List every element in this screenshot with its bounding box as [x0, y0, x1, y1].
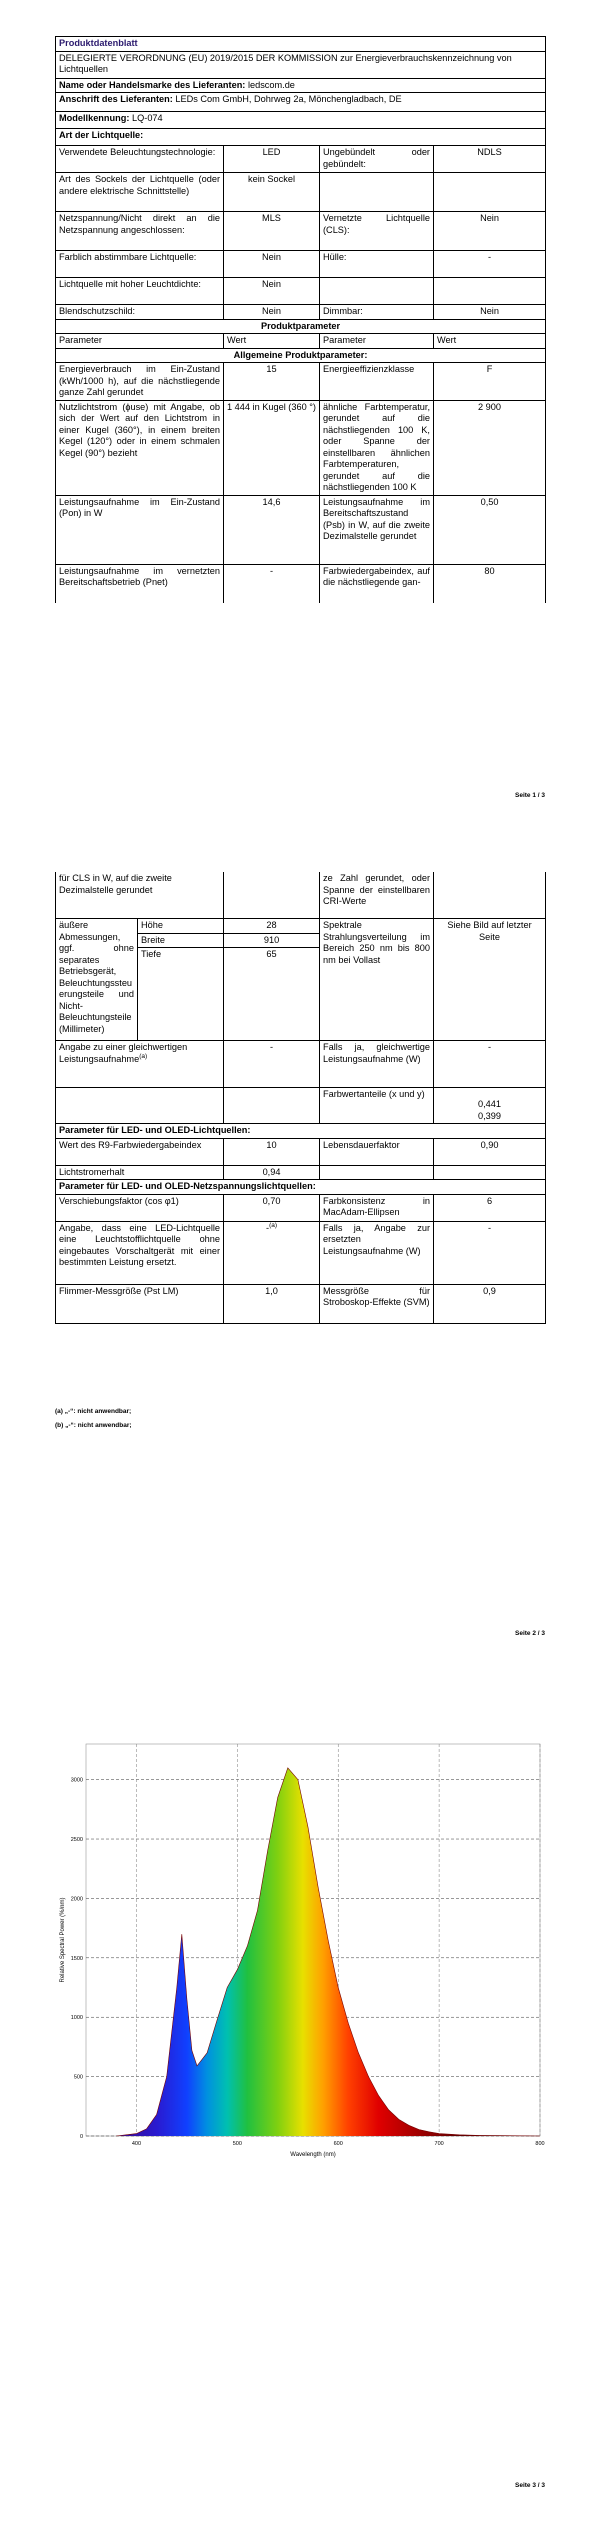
power-on-label: Leistungsaufnahme im Ein-Zustand (Pon) in W [56, 495, 224, 564]
table-row [56, 173, 546, 212]
dims-label: äußere Abmessungen, ggf. ohne separates Betriebsgerät, Beleuchtungssteuerungsteile und Nicht-Beleuchtungsteile (Millimeter) [56, 919, 138, 1041]
x-tick-label: 700 [434, 2141, 444, 2147]
row-label: Blendschutzschild: [56, 305, 224, 320]
page-2 [0, 842, 595, 1682]
y-tick-label: 1000 [70, 2015, 83, 2022]
equiv-value: - [224, 1041, 320, 1088]
chroma-value [434, 1088, 546, 1124]
supplier-name: ledscom.de [247, 79, 295, 90]
table-row [56, 251, 546, 278]
row-label: Ungebündelt oder gebündelt: [320, 146, 434, 173]
row-value [434, 278, 546, 305]
cct-value: 2 900 [434, 400, 546, 495]
page-3 [0, 1684, 595, 2526]
replace-label [56, 1221, 224, 1284]
footnote-b: (b) „-“: nicht anwendbar; [55, 1422, 132, 1429]
table-row [56, 1088, 546, 1124]
page-footer: Seite 2 / 3 [515, 1630, 545, 1637]
row-value: - [434, 251, 546, 278]
energy-value: 15 [224, 363, 320, 401]
height-value: 28 [224, 919, 320, 934]
x-tick-label: 500 [232, 2141, 242, 2147]
width-value: 910 [224, 933, 320, 948]
footnote-marker: (a) [269, 1221, 278, 1229]
page-title: Produktdatenblatt [56, 37, 546, 52]
table-row [56, 1284, 546, 1323]
table-row [56, 1221, 546, 1284]
row-value: Nein [434, 305, 546, 320]
page-footer: Seite 1 / 3 [515, 792, 545, 799]
width-label: Breite [138, 933, 224, 948]
flux-label: Nutzlichtstrom (ɸuse) mit Angabe, ob sich der Wert auf den Lichtstrom in einer Kugel (360°), in einem breiten Kegel (120°) oder in einem schmalen Kegel (90°) bezieht [56, 400, 224, 495]
strobo-value: 0,9 [434, 1284, 546, 1323]
net-standby-label-cont: für CLS in W, auf die zweite Dezimalstelle gerundet [56, 872, 224, 919]
lm-label: Lichtstromerhalt [56, 1165, 224, 1180]
col-header-value: Wert [224, 334, 320, 349]
r9-label: Wert des R9-Farbwiedergabeindex [56, 1138, 224, 1165]
replace-value-text: - [266, 1222, 270, 1233]
replace-label-text: Angabe, dass eine LED-Lichtquelle eine Leuchtstofflichtquelle ohne eingebautes Vorschaltgerät mit einer bestimmten Leistung ersetzt. [59, 1222, 221, 1267]
flux-value: 1 444 in Kugel (360 °) [224, 400, 320, 495]
model-label: Modellkennung: [59, 113, 130, 123]
row-label: Hülle: [320, 251, 434, 278]
page-footer: Seite 3 / 3 [515, 2482, 545, 2489]
row-value: Nein [434, 212, 546, 251]
footnote-a: (a) „-“: nicht anwendbar; [55, 1408, 132, 1415]
eff-class-value: F [434, 363, 546, 401]
led-params-heading: Parameter für LED- und OLED-Lichtquellen: [56, 1124, 546, 1139]
col-header-param: Parameter [320, 334, 434, 349]
row-label: Dimmbar: [320, 305, 434, 320]
chroma-y: 0,399 [478, 1110, 502, 1121]
y-tick-label: 2500 [70, 1837, 83, 1844]
pf-value: 0,70 [224, 1194, 320, 1221]
y-tick-label: 0 [79, 2134, 83, 2140]
table-row [56, 212, 546, 251]
row-value [434, 173, 546, 212]
spectral-value: Siehe Bild auf letzter Seite [434, 919, 546, 1041]
cct-label: ähnliche Farbtemperatur, gerundet auf die nächstliegenden 100 K, oder Spanne der einstellbaren ähnlichen Farbtemperaturen, gerundet auf die nächstliegenden 100 K [320, 400, 434, 495]
mains-params-heading: Parameter für LED- und OLED-Netzspannungslichtquellen: [56, 1180, 546, 1195]
table-row [56, 919, 546, 934]
table-row [56, 1165, 546, 1180]
standby-label: Leistungsaufnahme im Bereitschaftszustand (Psb) in W, auf die zweite Dezimalstelle gerundet [320, 495, 434, 564]
table-row [56, 872, 546, 919]
r9-value: 10 [224, 1138, 320, 1165]
y-tick-label: 3000 [70, 1777, 83, 1784]
supplier-name-row [56, 78, 546, 93]
row-value: kein Sockel [224, 173, 320, 212]
y-tick-label: 2000 [70, 1896, 83, 1903]
column-header-row [56, 334, 546, 349]
table-row [56, 1041, 546, 1088]
flicker-label: Flimmer-Messgröße (Pst LM) [56, 1284, 224, 1323]
footnote-marker: (a) [139, 1052, 148, 1060]
table-row [56, 400, 546, 495]
replace-value [224, 1221, 320, 1284]
energy-label: Energieverbrauch im Ein-Zustand (kWh/1000 h), auf die nächstliegende ganze Zahl gerundet [56, 363, 224, 401]
cri-label-cont: ze Zahl gerundet, oder Spanne der einstellbaren CRI-Werte [320, 872, 434, 919]
light-source-type-heading: Art der Lichtquelle: [56, 129, 546, 146]
row-value: Nein [224, 278, 320, 305]
net-standby-value: - [224, 564, 320, 603]
macadam-label: Farbkonsistenz in MacAdam-Ellipsen [320, 1194, 434, 1221]
x-tick-label: 400 [131, 2141, 142, 2147]
equiv-yes-label: Falls ja, gleichwertige Leistungsaufnahme (W) [320, 1041, 434, 1088]
footnotes [55, 1405, 132, 1433]
macadam-value: 6 [434, 1194, 546, 1221]
row-value: Nein [224, 305, 320, 320]
row-value: MLS [224, 212, 320, 251]
y-tick-label: 500 [73, 2074, 83, 2081]
general-params-heading: Allgemeine Produktparameter: [56, 348, 546, 363]
pf-label: Verschiebungsfaktor (cos φ1) [56, 1194, 224, 1221]
cri-label: Farbwiedergabeindex, auf die nächstliegende gan- [320, 564, 434, 603]
supplier-address-label: Anschrift des Lieferanten: [59, 94, 173, 104]
net-standby-label: Leistungsaufnahme im vernetzten Bereitschaftsbetrieb (Pnet) [56, 564, 224, 603]
spectral-label: Spektrale Strahlungsverteilung im Bereich 250 nm bis 800 nm bei Vollast [320, 919, 434, 1041]
table-row [56, 305, 546, 320]
col-header-value: Wert [434, 334, 546, 349]
x-tick-label: 600 [333, 2141, 343, 2147]
row-label: Art des Sockels der Lichtquelle (oder andere elektrische Schnittstelle) [56, 173, 224, 212]
row-value: NDLS [434, 146, 546, 173]
supplier-address-row [56, 93, 546, 112]
lm-value: 0,94 [224, 1165, 320, 1180]
cri-value: 80 [434, 564, 546, 603]
datasheet-table-page2 [55, 872, 546, 1324]
y-tick-label: 1500 [70, 1955, 83, 1962]
regulation-text: DELEGIERTE VERORDNUNG (EU) 2019/2015 DER KOMMISSION zur Energieverbrauchskennzeichnung von Lichtquellen [56, 51, 546, 78]
flicker-value: 1,0 [224, 1284, 320, 1323]
table-row [56, 278, 546, 305]
table-row [56, 564, 546, 603]
equiv-label-text: Angabe zu einer gleichwertigen Leistungsaufnahme [59, 1042, 188, 1064]
life-value: 0,90 [434, 1138, 546, 1165]
table-row [56, 363, 546, 401]
model-value: LQ-074 [132, 113, 163, 123]
page-1 [0, 0, 595, 840]
life-label: Lebensdauerfaktor [320, 1138, 434, 1165]
power-on-value: 14,6 [224, 495, 320, 564]
eff-class-label: Energieeffizienzklasse [320, 363, 434, 401]
table-row [56, 495, 546, 564]
x-tick-label: 800 [535, 2141, 545, 2147]
row-value: Nein [224, 251, 320, 278]
row-label: Lichtquelle mit hoher Leuchtdichte: [56, 278, 224, 305]
equiv-label [56, 1041, 224, 1088]
height-label: Höhe [138, 919, 224, 934]
strobo-label: Messgröße für Stroboskop-Effekte (SVM) [320, 1284, 434, 1323]
chroma-x: 0,441 [478, 1099, 502, 1109]
row-label [320, 278, 434, 305]
col-header-param: Parameter [56, 334, 224, 349]
chroma-label: Farbwertanteile (x und y) [320, 1088, 434, 1124]
y-axis-label: Relative Spectral Power (%/nm) [60, 1897, 66, 1983]
supplier-name-label: Name oder Handelsmarke des Lieferanten: [59, 79, 246, 90]
depth-label: Tiefe [138, 948, 224, 1041]
product-params-heading: Produktparameter [56, 319, 546, 334]
row-label: Farblich abstimmbare Lichtquelle: [56, 251, 224, 278]
model-row [56, 112, 546, 129]
replace-yes-value: - [434, 1221, 546, 1284]
table-row [56, 1194, 546, 1221]
row-label: Verwendete Beleuchtungstechnologie: [56, 146, 224, 173]
row-value: LED [224, 146, 320, 173]
equiv-yes-value: - [434, 1041, 546, 1088]
datasheet-table-page1 [55, 36, 546, 603]
spectrum-chart [52, 1730, 546, 2170]
standby-value: 0,50 [434, 495, 546, 564]
table-row [56, 1138, 546, 1165]
row-label: Vernetzte Lichtquelle (CLS): [320, 212, 434, 251]
table-row [56, 146, 546, 173]
supplier-address: LEDs Com GmbH, Dohrweg 2a, Mönchengladbach, DE [175, 94, 402, 104]
row-label: Netzspannung/Nicht direkt an die Netzspannung angeschlossen: [56, 212, 224, 251]
x-axis-label: Wavelength (nm) [290, 2152, 336, 2158]
row-label [320, 173, 434, 212]
replace-yes-label: Falls ja, Angabe zur ersetzten Leistungsaufnahme (W) [320, 1221, 434, 1284]
depth-value: 65 [224, 948, 320, 1041]
